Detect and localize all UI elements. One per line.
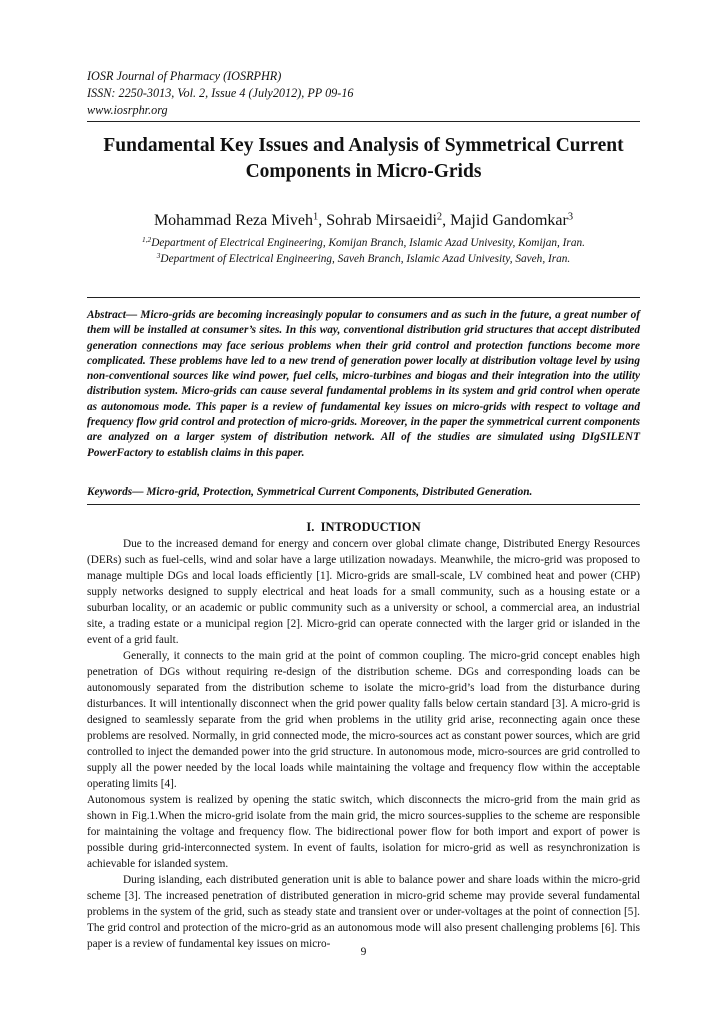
paragraph: Due to the increased demand for energy and concern over global climate change, Distributed Energy Resources (DERs) such as fuel-cells, wind and solar have a large utilization nowadays. Meanwhile, the micro-grid was proposed to manage multiple DGs and local loads efficiently [1]. Micro-grids are small-scale, LV combined heat and power (CHP) supply networks designed to supply electrical and heat loads for a small community, such as a housing estate or a suburban locality, or an academic or public community such as a university or school, a commercial area, an industrial site, a trading estate or a municipal region [2]. Micro-grid can operate connected with the larger grid or islanded in the event of a grid fault. [87, 538, 640, 646]
affiliation-2 [87, 252, 640, 267]
keywords-label: Keywords— [87, 486, 144, 498]
paper-title [87, 133, 640, 185]
title-line-1: Fundamental Key Issues and Analysis of Symmetrical Current [103, 135, 624, 156]
journal-issn: ISSN: 2250-3013, Vol. 2, Issue 4 (July2012), PP 09-16 [87, 86, 354, 100]
paragraph: During islanding, each distributed generation unit is able to balance power and share loads within the micro-grid scheme [3]. The increased penetration of distributed generation in micro-grid scheme may provide several fundamental problems in the system of the grid, such as steady state and transient over or under-voltages at the point of connection [5]. The grid control and protection of the micro-grid as an autonomous mode will also present challenging problems [6]. This paper is a review of fundamental key issues on micro- [87, 874, 640, 950]
keywords-rule [87, 504, 640, 505]
keywords-text: Micro-grid, Protection, Symmetrical Current Components, Distributed Generation. [143, 486, 533, 498]
author-sup: 3 [567, 211, 574, 223]
author-name: Mohammad Reza Miveh [153, 212, 314, 229]
author-list: Mohammad Reza Miveh$^1$, Sohrab Mirsaeidi$^2$, Majid Gandomkar$^3$ [153, 211, 574, 229]
abstract-text: Micro-grids are becoming increasingly popular to consumers and as such in the future, a great number of them will be installed at consumer’s sites. In this way, conventional distribution grid structures that accept distributed generation connections may face serious problems when their grid control and protection functions become more complicated. These problems have led to a new trend of generation power locally at distribution voltage level by using non-conventional sources like wind power, fuel cells, micro-turbines and biogas and their integration into the utility distribution system. Micro-grids can cause several fundamental problems in its system and grid control when operate as autonomous mode. This paper is a review of fundamental key issues on micro-grids with respect to voltage and frequency flow grid control and protection of micro-grids. Moreover, in the paper the symmetrical current components are analyzed on a larger system of distribution network. All of the studies are simulated using DIgSILENT PowerFactory to establish claims in this paper. [87, 309, 640, 459]
affiliation-text: Department of Electrical Engineering, Komijan Branch, Islamic Azad Univesity, Komijan, Iran. [151, 237, 585, 249]
keywords [87, 485, 640, 500]
affiliation-1 [87, 236, 640, 251]
affiliation-text: Department of Electrical Engineering, Saveh Branch, Islamic Azad Univesity, Saveh, Iran. [160, 253, 571, 265]
abstract [87, 308, 640, 461]
paragraph: Autonomous system is realized by opening the static switch, which disconnects the micro-grid from the main grid as shown in Fig.1.When the micro-grid isolate from the main grid, the micro sources-supplies to the scheme are responsible for maintaining the voltage and frequency flow. The bidirectional power flow for both import and export of power is possible during grid-interconnected system. In event of faults, isolation for micro-grid as well as resynchronization is achievable for islanded system. [87, 794, 640, 870]
author-name: Sohrab Mirsaeidi [326, 212, 437, 229]
journal-website: www.iosrphr.org [87, 103, 168, 117]
title-line-2: Components in Micro-Grids [245, 161, 482, 182]
affiliation-sup: 1,2 [142, 234, 152, 244]
author-sup: 1 [313, 211, 319, 223]
paragraph: Generally, it connects to the main grid at the point of common coupling. The micro-grid concept enables high penetration of DGs without requiring re-design of the distribution scheme. DGs and corresponding loads can be autonomously separated from the distribution scheme to isolate the micro-grid’s load from the disturbance during disturbances. It will intentionally disconnect when the grid power quality falls below certain standard [3]. A micro-grid is designed to seamlessly separate from the grid when problems in the utility grid arise, reconnecting again once these problems are resolved. Normally, in grid connected mode, the micro-sources act as constant power sources, which are grid controlled to inject the demanded power into the grid structure. In autonomous mode, micro-sources are grid controlled to supply all the power needed by the local loads while maintaining the voltage and frequency flow within the acceptable operating limits [4]. [87, 650, 640, 790]
section-heading [87, 519, 640, 535]
section-number: I. [306, 520, 315, 534]
section-title: INTRODUCTION [320, 520, 421, 534]
body-text [87, 536, 640, 952]
journal-header [87, 68, 647, 119]
abstract-label: Abstract— [87, 309, 138, 321]
author-sup: 2 [436, 211, 443, 223]
affiliation-sup: 3 [156, 250, 161, 260]
journal-name: IOSR Journal of Pharmacy (IOSRPHR) [87, 69, 282, 83]
page-number: 9 [360, 946, 367, 958]
abstract-rule [87, 297, 640, 298]
header-rule [87, 121, 640, 122]
author-name: Majid Gandomkar [450, 212, 568, 229]
